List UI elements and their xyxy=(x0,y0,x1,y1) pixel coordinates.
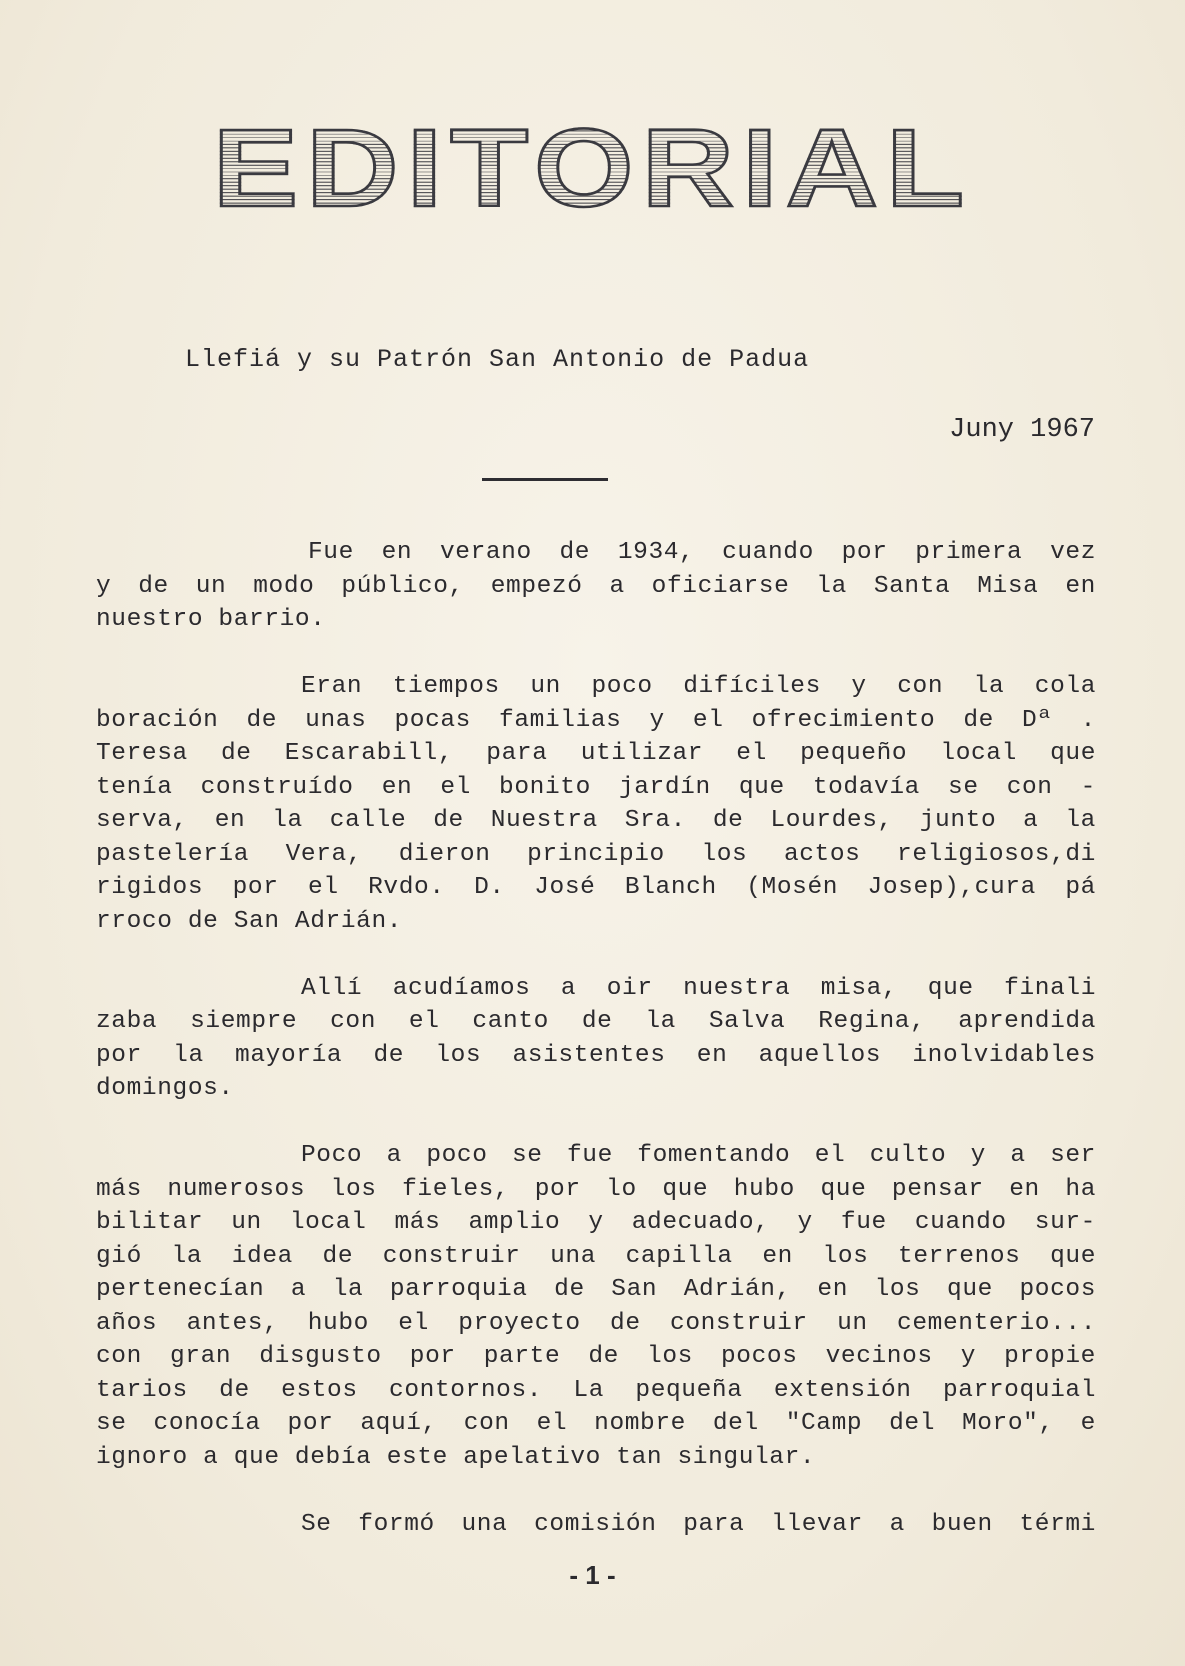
paragraph xyxy=(96,536,1096,637)
divider-rule xyxy=(482,478,608,481)
text-line: se conocía por aquí, con el nombre del "Camp del Moro", e xyxy=(96,1410,1096,1437)
text-line: rigidos por el Rvdo. D. José Blanch (Mosén Josep),cura pá xyxy=(96,874,1096,901)
paragraph xyxy=(96,1139,1096,1474)
paragraph xyxy=(96,972,1096,1106)
text-line: nuestro barrio. xyxy=(96,606,326,633)
text-line: Eran tiempos un poco difíciles y con la cola xyxy=(301,673,1096,700)
text-line: boración de unas pocas familias y el ofrecimiento de Dª . xyxy=(96,706,1096,734)
text-line: pertenecían a la parroquia de San Adrián, en los que pocos xyxy=(96,1276,1096,1303)
text-line: por la mayoría de los asistentes en aquellos inolvidables xyxy=(96,1041,1096,1069)
article-body xyxy=(96,536,1096,1575)
text-line: domingos. xyxy=(96,1075,234,1102)
text-line: serva, en la calle de Nuestra Sra. de Lourdes, junto a la xyxy=(96,807,1096,834)
text-line: y de un modo público, empezó a oficiarse la Santa Misa en xyxy=(96,572,1096,600)
text-line: pastelería Vera, dieron principio los actos religiosos,di xyxy=(96,840,1096,868)
text-line: ignoro a que debía este apelativo tan singular. xyxy=(96,1443,816,1471)
text-line: gió la idea de construir una capilla en los terrenos que xyxy=(96,1242,1096,1270)
text-line: Se formó una comisión para llevar a buen térmi xyxy=(301,1510,1096,1538)
text-line: rroco de San Adrián. xyxy=(96,907,403,935)
text-line: Poco a poco se fue fomentando el culto y a ser xyxy=(301,1142,1096,1169)
text-line: años antes, hubo el proyecto de construir un cementerio... xyxy=(96,1309,1096,1337)
text-line: más numerosos los fieles, por lo que hubo que pensar en ha xyxy=(96,1175,1096,1203)
text-line: Allí acudíamos a oir nuestra misa, que finali xyxy=(301,974,1096,1002)
text-line: tarios de estos contornos. La pequeña extensión parroquial xyxy=(96,1376,1096,1404)
masthead-title: EDITORIAL xyxy=(212,107,973,231)
text-line: con gran disgusto por parte de los pocos vecinos y propie xyxy=(96,1343,1096,1370)
text-line: Teresa de Escarabill, para utilizar el pequeño local que xyxy=(96,740,1096,767)
text-line: tenía construído en el bonito jardín que todavía se con - xyxy=(96,773,1096,801)
masthead xyxy=(0,105,1185,233)
text-line: zaba siempre con el canto de la Salva Regina, aprendida xyxy=(96,1008,1096,1035)
page-number: - 1 - xyxy=(569,1560,616,1590)
text-line: Fue en verano de 1934, cuando por primera vez xyxy=(308,539,1096,566)
paragraph xyxy=(96,1508,1096,1542)
article-date: Juny 1967 xyxy=(949,415,1095,445)
text-line: bilitar un local más amplio y adecuado, y fue cuando sur- xyxy=(96,1209,1096,1236)
article-subtitle: Llefiá y su Patrón San Antonio de Padua xyxy=(185,345,810,374)
paragraph xyxy=(96,670,1096,938)
